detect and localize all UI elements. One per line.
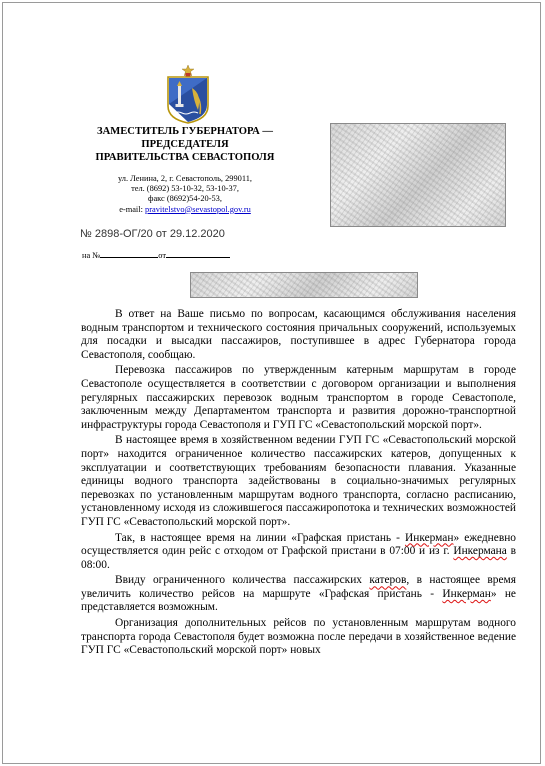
address-line: ул. Ленина, 2, г. Севастополь, 299011,: [117, 174, 252, 183]
text-run: Ввиду ограниченного количества пассажирских: [115, 574, 370, 587]
reference-middle: от: [158, 251, 167, 260]
redacted-recipient-block: [330, 123, 506, 227]
sender-address: [80, 174, 290, 215]
text-run: » не представляется возможным.: [81, 587, 516, 614]
text-run: , в настоящее время увеличить количество рейсов на маршруте «Графская пристань -: [81, 574, 516, 600]
paragraph: В настоящее время в хозяйственном ведении ГУП ГС «Севастопольский морской порт» находится ограниченное количество пассажирских катеров, допущенных к эксплуатации и соответствующих требованиям безопасности плавания. Указанные единицы водного транспорта задействованы в социально-значимых регулярных перевозках по установленным маршрутам водного транспорта, согласно расписанию, установленному исходя из сложившегося пассажиропотока и технических возможностей ГУП ГС «Севастопольский морской порт».: [81, 434, 516, 528]
text-run: » ежедневно осуществляется один рейс с отходом от Графской пристани в 07:00 и из г.: [81, 531, 516, 558]
spellcheck-word: Инкермана: [453, 545, 507, 558]
text-run: Так, в настоящее время на линии «Графская пристань -: [115, 531, 406, 544]
reference-number-blank: [100, 249, 158, 258]
sender-title: [70, 125, 300, 164]
paragraph: [81, 532, 516, 573]
reference-date-blank: [166, 249, 230, 258]
paragraph: В ответ на Ваше письмо по вопросам, касающимся обслуживания населения водным транспортом и технического состояния причальных сооружений, используемых для посадки и высадки пассажиров, поступившее в адрес Губернатора города Севастополя, сообщаю.: [81, 308, 516, 361]
reference-line: [82, 249, 230, 260]
email-line: [80, 205, 290, 215]
spellcheck-word: Инкерман: [405, 531, 454, 544]
paragraph: [81, 574, 516, 615]
sender-title-line: ПРЕДСЕДАТЕЛЯ: [141, 139, 229, 150]
sevastopol-coat-of-arms-icon: [162, 64, 214, 124]
fax-line: факс (8692)54-20-53,: [148, 194, 222, 204]
spellcheck-word: Инкерман: [442, 587, 491, 600]
sender-title-line: ПРАВИТЕЛЬСТВА СЕВАСТОПОЛЯ: [95, 152, 275, 163]
paragraph: Организация дополнительных рейсов по установленным маршрутам водного транспорта города Севастополя будет возможна после передачи в хозяйственное ведение ГУП ГС «Севастопольский морской порт» новых: [81, 617, 516, 657]
reference-prefix: на №: [82, 251, 101, 260]
paragraph: Перевозка пассажиров по утвержденным катерным маршрутам в городе Севастополе осуществляется в соответствии с договором организации и выполнения регулярных пассажирских перевозок водным транспортом в городе Севастополе, заключенным между Департаментом транспорта и развития дорожно-транспортной инфраструктуры города Севастополя и ГУП ГС «Севастопольский морской порт».: [81, 364, 516, 431]
sender-title-line: ЗАМЕСТИТЕЛЬ ГУБЕРНАТОРА —: [97, 126, 273, 137]
text-run: в 08:00.: [81, 545, 517, 571]
email-label: e-mail:: [119, 204, 145, 214]
phone-line: тел. (8692) 53-10-32, 53-10-37,: [131, 184, 239, 194]
document-number: № 2898-ОГ/20 от 29.12.2020: [80, 228, 225, 240]
redacted-addressee-block: [190, 272, 418, 298]
email-link[interactable]: pravitelstvo@sevastopol.gov.ru: [145, 204, 251, 214]
letter-body: [81, 308, 516, 660]
spellcheck-word: катеров: [369, 574, 407, 587]
